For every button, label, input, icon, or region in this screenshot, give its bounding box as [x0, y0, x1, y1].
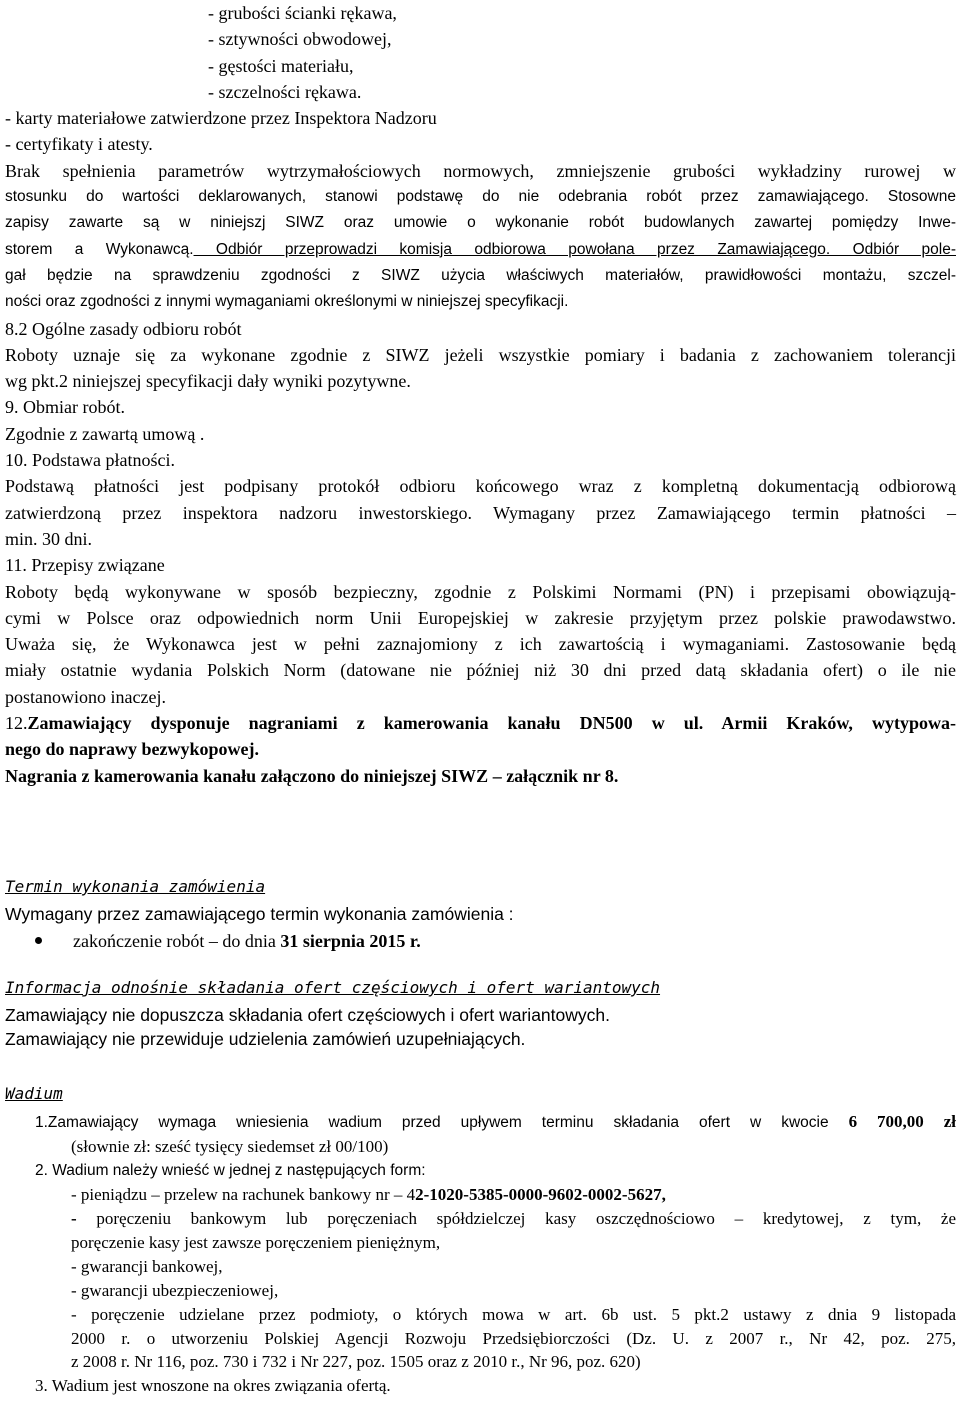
- text-line: Zamawiający nie przewiduje udzielenia zamówień uzupełniających.: [5, 1029, 526, 1050]
- text-line: 2. Wadium należy wnieść w jednej z następujących form:: [35, 1162, 426, 1180]
- text-fragment: 2-1020-5385-0000-9602-0002-5627,: [415, 1185, 666, 1205]
- list-item: [35, 1207, 956, 1231]
- text-line: Roboty uznaje się za wykonane zgodnie z SIWZ jeżeli wszystkie pomiary i badania z zachowaniem tolerancji: [5, 344, 956, 365]
- text-fragment: poręczeniu bankowym lub poręczeniach spółdzielczej kasy oszczędnościowo – kredytowej, z tym, że: [96, 1209, 956, 1229]
- text-line: Nagrania z kamerowania kanału załączono do niniejszej SIWZ – załącznik nr 8.: [5, 765, 619, 786]
- list-item: - szczelności rękawa.: [208, 81, 362, 102]
- informacja-block: [5, 1003, 956, 1052]
- text-line: ności oraz zgodności z innymi wymaganiami określonymi w niniejszej specyfikacji.: [5, 293, 569, 311]
- section-heading-wadium: Wadium: [5, 1084, 63, 1103]
- section-heading-informacja: Informacja odnośnie składania ofert częściowych i ofert wariantowych: [5, 978, 661, 997]
- text-line: zapisy zawarte są w niniejszj SIWZ oraz umowie o wykonanie robót budowlanych zawartej pomiędzy Inwe-: [5, 214, 956, 232]
- text-fragment: Odbiór przeprowadzi komisja odbiorowa powołana przez Zamawiającego. Odbiór pole-: [193, 240, 956, 258]
- text-line: postanowiono inaczej.: [5, 686, 166, 707]
- text-line: Podstawą płatności jest podpisany protokół odbioru końcowego wraz z kompletną dokumentacją odbiorową: [5, 476, 956, 497]
- text-line: Zgodnie z zawartą umową .: [5, 423, 205, 444]
- section-heading: 9. Obmiar robót.: [5, 397, 125, 418]
- text-fragment: 6 700,00 zł: [848, 1112, 956, 1131]
- list-item: - gęstości materiału,: [208, 55, 354, 76]
- text-line: 2000 r. o utworzeniu Polskiej Agencji Rozwoju Przedsiębiorczości (Dz. U. z 2007 r., Nr 42, poz. 275,: [71, 1328, 956, 1348]
- list-item: [35, 1183, 956, 1207]
- list-item: - gwarancji ubezpieczeniowej,: [71, 1280, 279, 1300]
- text-line: poręczenie kasy jest zawsze poręczeniem pieniężnym,: [71, 1232, 441, 1252]
- list-item: - sztywności obwodowej,: [208, 29, 392, 50]
- text-line: stosunku do wartości deklarowanych, stanowi podstawę do nie odebrania robót przez zamawiającego. Stosowne: [5, 188, 956, 206]
- list-item: - karty materiałowe zatwierdzone przez Inspektora Nadzoru: [5, 108, 437, 129]
- section-heading-termin: Termin wykonania zamówienia: [5, 877, 266, 896]
- text-fragment: 12.: [5, 713, 28, 734]
- list-item: - certyfikaty i atesty.: [5, 134, 153, 155]
- text-line: [5, 237, 956, 263]
- bullet-icon: [35, 937, 42, 944]
- text-fragment: 1.Zamawiający wymaga wniesienia wadium przed upływem terminu składania ofert w kwocie: [35, 1114, 849, 1131]
- list-item: 3. Wadium jest wnoszone na okres związania ofertą.: [35, 1376, 391, 1396]
- list-item: - gwarancji bankowej,: [71, 1256, 223, 1276]
- text-line: (słownie zł: sześć tysięcy siedemset zł 00/100): [71, 1137, 389, 1157]
- text-fragment: storem a Wykonawcą.: [5, 240, 194, 258]
- text-fragment: zakończenie robót – do dnia: [73, 931, 281, 951]
- text-fragment: - pieniądzu – przelew na rachunek bankowy nr – 4: [71, 1185, 416, 1205]
- text-fragment: -: [71, 1209, 97, 1229]
- bullet-item: [35, 928, 955, 954]
- section-heading: 11. Przepisy związane: [5, 555, 165, 576]
- text-line: Wymagany przez zamawiającego termin wykonania zamówienia :: [5, 904, 514, 924]
- list-item: - poręczenie udzielane przez podmioty, o których mowa w art. 6b ust. 5 pkt.2 ustawy z dnia 9 listopada: [71, 1304, 956, 1324]
- section-heading: 10. Podstawa płatności.: [5, 450, 175, 471]
- section-12-line: [5, 710, 956, 736]
- text-line: zatwierdzoną przez inspektora nadzoru inwestorskiego. Wymagany przez Zamawiającego termin płatności –: [5, 502, 956, 523]
- wadium-block: [35, 1109, 956, 1398]
- section-heading: 8.2 Ogólne zasady odbioru robót: [5, 318, 242, 339]
- text-line: [35, 1109, 956, 1135]
- text-line: gał będzie na sprawdzeniu zgodności z SIWZ użycia właściwych materiałów, prawidłowości montażu, szczel-: [5, 266, 956, 284]
- text-line: miały ostatnie wydania Polskich Norm (datowane nie później niż 30 dni przed datą składania ofert) o ile nie: [5, 660, 956, 681]
- document-body: [5, 0, 956, 789]
- list-item: - grubości ścianki rękawa,: [208, 3, 397, 23]
- text-line: nego do naprawy bezwykopowej.: [5, 739, 260, 760]
- text-fragment: 31 sierpnia 2015 r.: [280, 931, 421, 951]
- text-line: Roboty będą wykonywane w sposób bezpieczny, zgodnie z Polskimi Normami (PN) i przepisami obowiązują-: [5, 581, 956, 602]
- text-fragment: Zamawiający dysponuje nagraniami z kamerowania kanału DN500 w ul. Armii Kraków, wytypowa-: [27, 713, 956, 734]
- text-line: Zamawiający nie dopuszcza składania ofert częściowych i ofert wariantowych.: [5, 1005, 610, 1025]
- text-line: Uważa się, że Wykonawca jest w pełni zaznajomiony z ich zawartością i wymaganiami. Zastosowanie będą: [5, 634, 956, 655]
- text-line: z 2008 r. Nr 116, poz. 730 i 732 i Nr 227, poz. 1505 oraz z 2010 r., Nr 96, poz. 620): [71, 1352, 641, 1372]
- paragraph-brak: [5, 158, 956, 316]
- text-line: wg pkt.2 niniejszej specyfikacji dały wyniki pozytywne.: [5, 371, 411, 392]
- text-line: min. 30 dni.: [5, 528, 93, 549]
- text-line: cymi w Polsce oraz odpowiednich norm Unii Europejskiej w zakresie przyjętym przez polskie prawodawstwo.: [5, 607, 956, 628]
- text-line: Brak spełnienia parametrów wytrzymałościowych normowych, zmniejszenie grubości wykładziny rurowej w: [5, 160, 956, 181]
